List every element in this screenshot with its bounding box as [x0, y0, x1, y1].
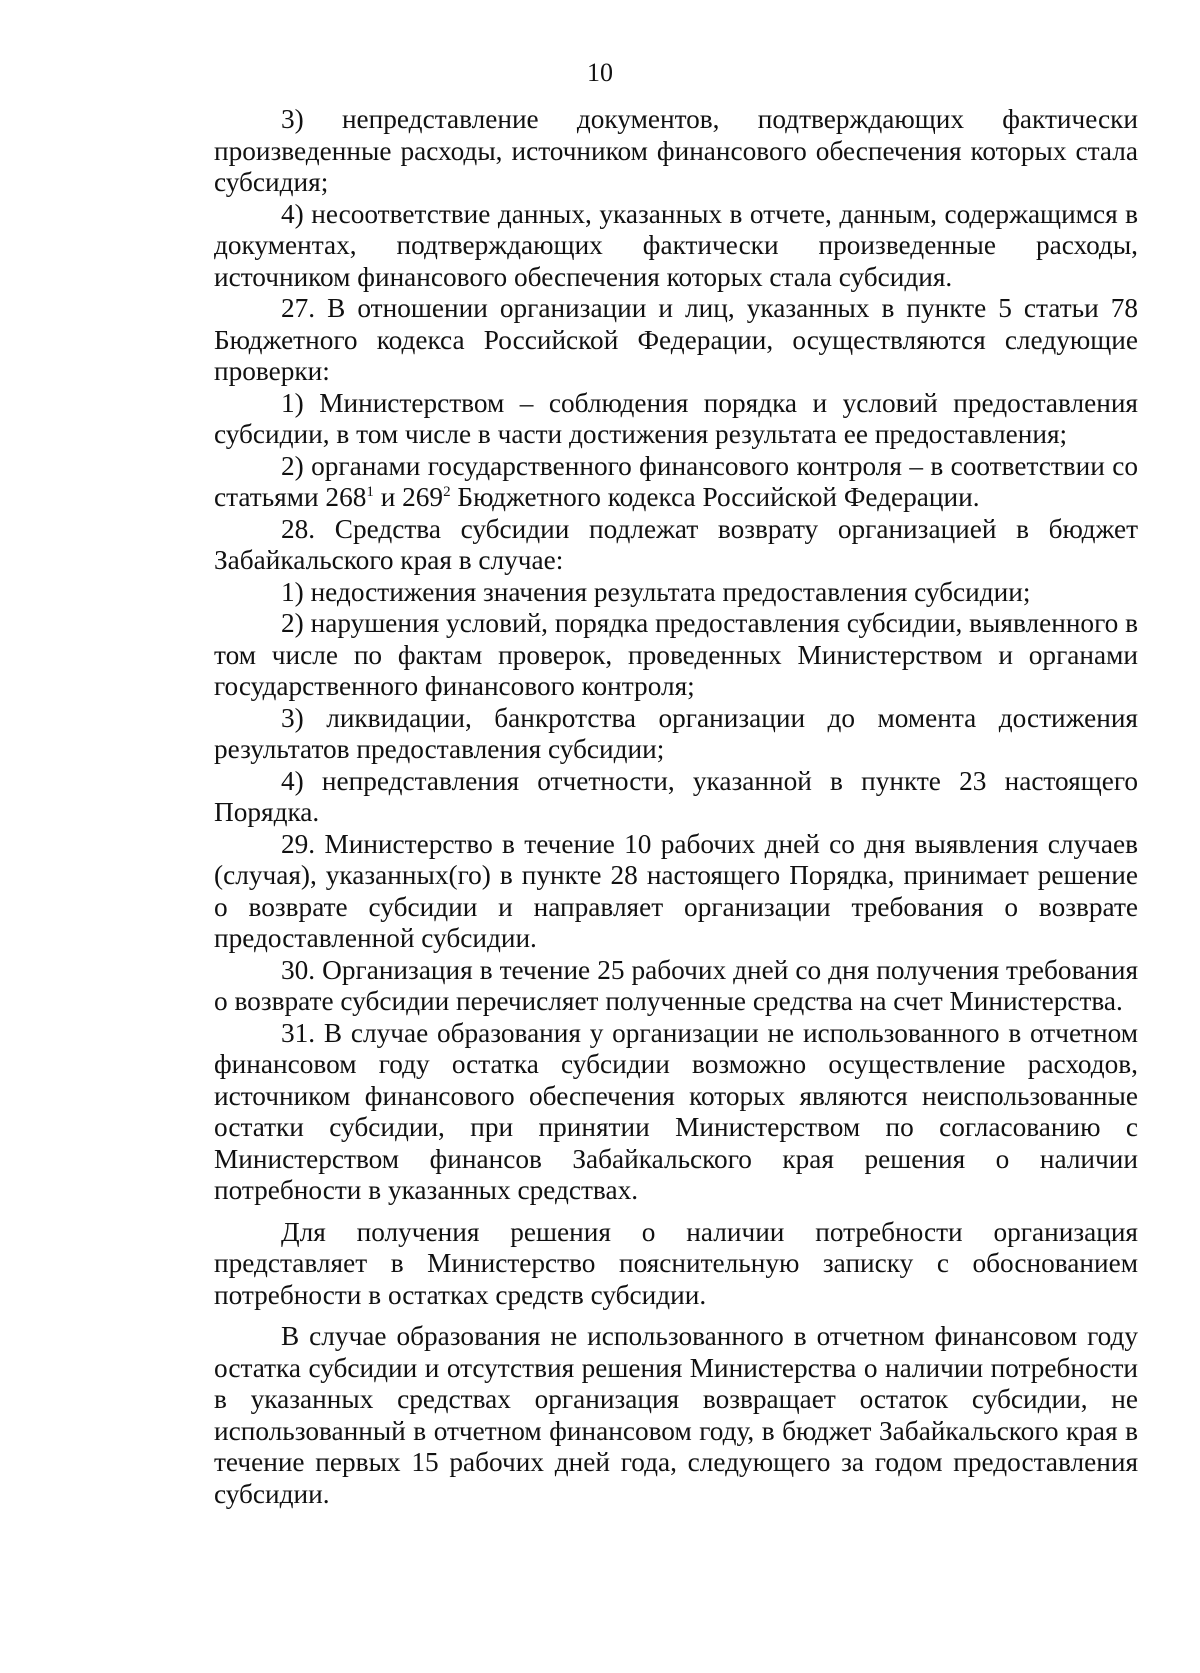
paragraph-text: и 269 [373, 482, 444, 512]
paragraph-27: 27. В отношении организации и лиц, указанных в пункте 5 статьи 78 Бюджетного кодекса Российской Федерации, осуществляются следующие проверки: [214, 293, 1138, 386]
page-number: 10 [587, 58, 613, 87]
paragraph-28-item-2: 2) нарушения условий, порядка предоставления субсидии, выявленного в том числе по фактам проверок, проведенных Министерством и органами государственного финансового контроля; [214, 608, 1138, 701]
paragraph-28-item-1: 1) недостижения значения результата предоставления субсидии; [281, 576, 1031, 607]
paragraph-text: 2) органами государственного финансового контроля – в соответствии со статьями 268 [214, 450, 1138, 512]
paragraph-item-3: 3) непредставление документов, подтверждающих фактически произведенные расходы, источником финансового обеспечения которых стала субсидия; [214, 104, 1138, 197]
paragraph-27-item-2 [214, 451, 1138, 514]
paragraph-28-item-4: 4) непредставления отчетности, указанной в пункте 23 настоящего Порядка. [214, 765, 1138, 827]
document-body [214, 104, 1138, 1510]
paragraph-27-item-1: 1) Министерством – соблюдения порядка и условий предоставления субсидии, в том числе в части достижения результата ее предоставления; [214, 387, 1138, 449]
superscript-2: 2 [443, 483, 451, 500]
paragraph-item-4: 4) несоответствие данных, указанных в отчете, данным, содержащимся в документах, подтверждающих фактически произведенные расходы, источником финансового обеспечения которых стала субсидия. [214, 198, 1138, 292]
paragraph-29: 29. Министерство в течение 10 рабочих дней со дня выявления случаев (случая), указанных(го) в пункте 28 настоящего Порядка, принимает решение о возврате субсидии и направляет организации требования о возврате предоставленной субсидии. [214, 828, 1138, 953]
paragraph-31: 31. В случае образования у организации не использованного в отчетном финансовом году остатка субсидии возможно осуществление расходов, источником финансового обеспечения которых являются неиспользованные остатки субсидии, при принятии Министерством по согласованию с Министерством финансов Забайкальского края решения о наличии потребности в указанных средствах. [214, 1017, 1138, 1205]
paragraph-28-item-3: 3) ликвидации, банкротства организации до момента достижения результатов предоставления субсидии; [214, 702, 1138, 764]
paragraph-31-part-3: В случае образования не использованного в отчетном финансовом году остатка субсидии и отсутствия решения Министерства о наличии потребности в указанных средствах организация возвращает остаток субсидии, не использованный в отчетном финансовом году, в бюджет Забайкальского края в течение первых 15 рабочих дней года, следующего за годом предоставления субсидии. [214, 1321, 1138, 1509]
paragraph-30: 30. Организация в течение 25 рабочих дней со дня получения требования о возврате субсидии перечисляет полученные средства на счет Министерства. [214, 954, 1138, 1016]
paragraph-31-part-2: Для получения решения о наличии потребности организация представляет в Министерство пояснительную записку с обоснованием потребности в остатках средств субсидии. [214, 1216, 1138, 1310]
paragraph-text: Бюджетного кодекса Российской Федерации. [450, 482, 980, 512]
paragraph-28: 28. Средства субсидии подлежат возврату организацией в бюджет Забайкальского края в случае: [214, 513, 1138, 575]
superscript-1: 1 [366, 483, 374, 500]
